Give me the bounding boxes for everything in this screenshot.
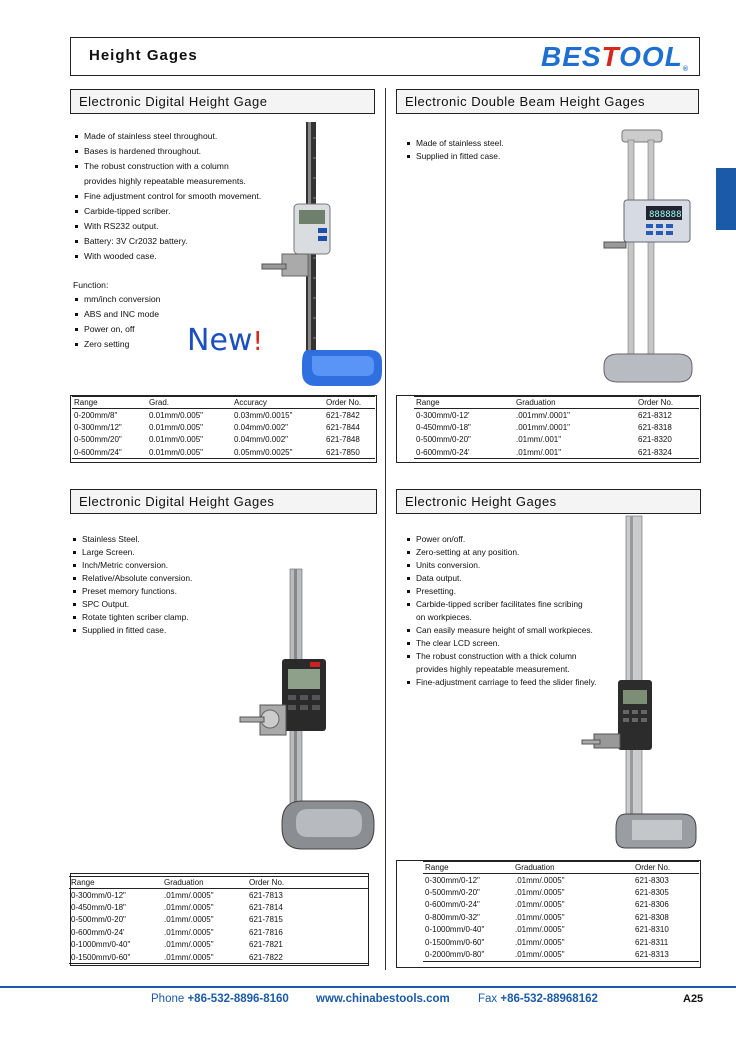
table-cell: 0-300mm/0-12'	[416, 410, 470, 420]
list-item: Supplied in fitted case.	[71, 624, 192, 637]
column-header: Graduation	[514, 397, 636, 409]
function-list	[73, 292, 160, 352]
spec-table-digital-height-gage	[72, 396, 375, 459]
table-cell: .01mm/.0005"	[164, 952, 214, 962]
list-item: provides highly repeatable measurement.	[416, 664, 570, 674]
table-cell: 0-1000mm/0-40"	[71, 940, 131, 950]
table-cell: .01mm/.0005"	[515, 937, 565, 947]
svg-text:888888: 888888	[649, 210, 682, 220]
table-header-row	[414, 397, 699, 409]
column-header: Order No.	[636, 397, 699, 409]
list-item: on workpieces.	[416, 612, 472, 622]
table-cell: 621-7815	[249, 915, 283, 925]
feature-list	[73, 129, 261, 264]
list-item: Stainless Steel.	[71, 533, 192, 546]
new-badge: New!	[187, 323, 263, 358]
table-cell: .01mm/.001"	[516, 435, 562, 445]
table-cell: .001mm/.0001"	[516, 422, 570, 432]
list-item: Power on, off	[73, 322, 160, 337]
column-header: Range	[69, 877, 162, 889]
table-row	[69, 951, 369, 964]
table-header-row	[72, 397, 375, 409]
table-cell: 621-7850	[326, 447, 360, 457]
table-row	[423, 936, 699, 949]
list-item: Fine adjustment control for smooth movement.	[73, 189, 261, 204]
table-row	[414, 421, 699, 434]
table-row	[72, 434, 375, 447]
footer-website[interactable]: www.chinabestools.com	[316, 993, 450, 1005]
list-item: Carbide-tipped scriber facilitates fine scribing	[405, 598, 596, 611]
table-cell: 621-7842	[326, 410, 360, 420]
list-item: ABS and INC mode	[73, 307, 160, 322]
table-cell: .01mm/.0005"	[164, 940, 214, 950]
table-cell: 621-7813	[249, 890, 283, 900]
table-cell: 0-600mm/24"	[74, 447, 122, 457]
table-cell: 621-8318	[638, 422, 672, 432]
list-item: Zero-setting at any position.	[405, 546, 596, 559]
list-item: Relative/Absolute conversion.	[71, 572, 192, 585]
list-item: Supplied in fitted case.	[405, 150, 504, 163]
table-header-row	[69, 877, 369, 889]
list-item: Bases is hardened throughout.	[73, 144, 261, 159]
column-header: Graduation	[513, 862, 633, 874]
table-cell: 0-600mm/0-24'	[416, 447, 470, 457]
table-row	[72, 421, 375, 434]
list-item: The robust construction with a thick column	[405, 650, 596, 663]
table-cell: 621-8324	[638, 447, 672, 457]
list-item: Power on/off.	[405, 533, 596, 546]
electronic-height-gage-image	[580, 512, 702, 854]
list-item: Rotate tighten scriber clamp.	[71, 611, 192, 624]
list-item: mm/inch conversion	[73, 292, 160, 307]
table-cell: .01mm/.0005"	[515, 912, 565, 922]
spec-table-digital-height-gages	[69, 876, 369, 964]
table-header-row	[423, 862, 699, 874]
table-cell: 621-8310	[635, 925, 669, 935]
list-item: With wooded case.	[73, 249, 261, 264]
page-header	[70, 37, 700, 76]
feature-list	[71, 533, 192, 637]
list-item: Made of stainless steel.	[405, 137, 504, 150]
list-item: Large Screen.	[71, 546, 192, 559]
table-cell: 0-2000mm/0-80"	[425, 950, 485, 959]
list-item: Data output.	[405, 572, 596, 585]
list-item: Made of stainless steel throughout.	[73, 129, 261, 144]
table-cell: 0.05mm/0.0025"	[234, 447, 293, 457]
column-header: Graduation	[162, 877, 247, 889]
column-header: Accuracy	[232, 397, 324, 409]
table-row	[423, 949, 699, 962]
list-item: With RS232 output.	[73, 219, 261, 234]
list-item: Zero setting	[73, 337, 160, 352]
table-row	[423, 874, 699, 887]
column-header: Grad.	[147, 397, 232, 409]
table-cell: 0.04mm/0.002"	[234, 435, 288, 445]
table-cell: .01mm/.0005"	[515, 875, 565, 885]
table-row	[414, 434, 699, 447]
table-cell: .01mm/.0005"	[515, 887, 565, 897]
table-cell: 0-600mm/0-24"	[425, 900, 480, 910]
column-header: Order No.	[633, 862, 699, 874]
table-cell: 621-8308	[635, 912, 669, 922]
table-row	[69, 901, 369, 914]
table-row	[69, 914, 369, 927]
list-item: Inch/Metric conversion.	[71, 559, 192, 572]
table-row	[72, 409, 375, 422]
table-cell: 0-500mm/0-20"	[71, 915, 126, 925]
table-cell: 0-1000mm/0-40"	[425, 925, 485, 935]
list-item: Fine-adjustment carriage to feed the slider finely.	[405, 676, 596, 689]
feature-list	[405, 533, 596, 689]
table-cell: 0.04mm/0.002"	[234, 422, 288, 432]
table-cell: .01mm/.0005"	[515, 900, 565, 910]
column-header: Range	[423, 862, 513, 874]
table-cell: .01mm/.0005"	[515, 950, 565, 959]
table-cell: 0-300mm/0-12"	[425, 875, 480, 885]
table-cell: 0.01mm/0.005"	[149, 422, 203, 432]
table-cell: 0-1500mm/0-60"	[425, 937, 485, 947]
table-cell: .001mm/.0001"	[516, 410, 570, 420]
list-item: The clear LCD screen.	[405, 637, 596, 650]
table-row	[69, 939, 369, 952]
section-title-digital-height-gages: Electronic Digital Height Gages	[70, 489, 377, 514]
list-item: The robust construction with a column	[73, 159, 261, 174]
table-cell: 621-7822	[249, 952, 283, 962]
digital-height-gage-image	[258, 118, 383, 390]
table-cell: 0-500mm/20"	[74, 435, 122, 445]
section-title-electronic-height-gages: Electronic Height Gages	[396, 489, 701, 514]
table-cell: 0-300mm/0-12"	[71, 890, 126, 900]
page-title: Height Gages	[89, 47, 198, 64]
column-header: Range	[72, 397, 147, 409]
footer-fax: Fax +86-532-88968162	[478, 993, 598, 1005]
table-cell: 0.01mm/0.005"	[149, 410, 203, 420]
table-cell: 0-500mm/0-20"	[425, 887, 480, 897]
section-tab-marker	[716, 168, 736, 230]
digital-height-gages-image	[230, 565, 378, 857]
table-row	[423, 924, 699, 937]
table-row	[423, 899, 699, 912]
footer-divider	[0, 986, 736, 988]
table-cell: 621-8312	[638, 410, 672, 420]
table-row	[414, 446, 699, 459]
feature-list	[405, 137, 504, 163]
function-label: Function:	[73, 280, 109, 290]
table-row	[423, 911, 699, 924]
table-cell: 0-200mm/8"	[74, 410, 118, 420]
table-cell: 621-7816	[249, 927, 283, 937]
table-cell: .01mm/.0005"	[164, 890, 214, 900]
table-cell: 0-300mm/12"	[74, 422, 122, 432]
table-row	[69, 889, 369, 902]
section-title-digital-height-gage: Electronic Digital Height Gage	[70, 89, 375, 114]
table-cell: 0.01mm/0.005"	[149, 435, 203, 445]
spec-table-double-beam-height-gages	[414, 396, 699, 459]
table-cell: 0.01mm/0.005"	[149, 447, 203, 457]
table-cell: 0-800mm/0-32"	[425, 912, 480, 922]
table-row	[423, 886, 699, 899]
table-cell: 621-8311	[635, 937, 669, 947]
footer-phone: Phone +86-532-8896-8160	[151, 993, 289, 1005]
double-beam-height-gage-image	[600, 126, 696, 386]
table-row	[414, 409, 699, 422]
column-header: Order No.	[324, 397, 375, 409]
table-cell: 0-1500mm/0-60"	[71, 952, 131, 962]
spec-table-electronic-height-gages	[423, 861, 699, 962]
list-item: Units conversion.	[405, 559, 596, 572]
table-row	[72, 446, 375, 459]
table-cell: .01mm/.0005"	[164, 927, 214, 937]
table-row	[69, 926, 369, 939]
table-cell: .01mm/.0005"	[164, 915, 214, 925]
page-number: A25	[683, 993, 704, 1005]
list-item: Preset memory functions.	[71, 585, 192, 598]
list-item: Can easily measure height of small workpieces.	[405, 624, 596, 637]
list-item: Carbide-tipped scriber.	[73, 204, 261, 219]
table-cell: 621-8313	[635, 950, 669, 959]
table-cell: 621-8305	[635, 887, 669, 897]
table-cell: .01mm/.001"	[516, 447, 562, 457]
table-cell: 621-7821	[249, 940, 283, 950]
column-header: Order No.	[247, 877, 369, 889]
list-item: SPC Output.	[71, 598, 192, 611]
column-divider	[385, 88, 386, 970]
table-cell: 0-450mm/0-18"	[71, 902, 126, 912]
table-cell: 621-7848	[326, 435, 360, 445]
section-title-double-beam-height-gages: Electronic Double Beam Height Gages	[396, 89, 699, 114]
table-cell: .01mm/.0005"	[515, 925, 565, 935]
table-cell: 621-8306	[635, 900, 669, 910]
table-cell: 621-7844	[326, 422, 360, 432]
table-cell: 621-7814	[249, 902, 283, 912]
bestool-logo: BESTOOL®	[540, 41, 689, 73]
table-cell: 0-600mm/0-24'	[71, 927, 125, 937]
table-cell: 621-8320	[638, 435, 672, 445]
table-cell: 621-8303	[635, 875, 669, 885]
list-item: provides highly repeatable measurements.	[84, 176, 246, 186]
table-cell: 0.03mm/0.0015"	[234, 410, 293, 420]
column-header: Range	[414, 397, 514, 409]
table-cell: 0-500mm/0-20"	[416, 435, 471, 445]
table-cell: 0-450mm/0-18"	[416, 422, 471, 432]
list-item: Presetting.	[405, 585, 596, 598]
table-cell: .01mm/.0005"	[164, 902, 214, 912]
list-item: Battery: 3V Cr2032 battery.	[73, 234, 261, 249]
